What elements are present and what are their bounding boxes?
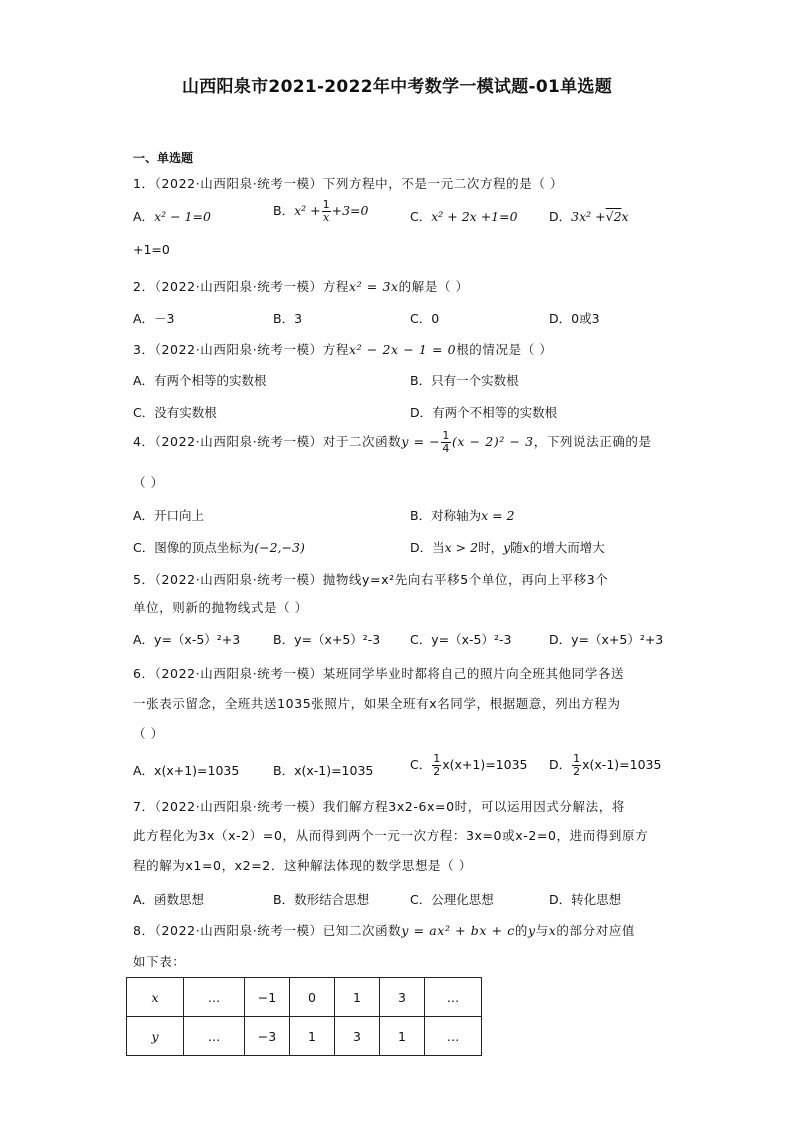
table-cell: 0	[290, 978, 335, 1017]
table-cell: y	[127, 1017, 184, 1056]
question-7-stem-line1: 7．（2022·山西阳泉·统考一模）我们解方程3x2-6x=0时，可以运用因式分解法，将	[133, 799, 625, 814]
table-cell: 3	[380, 978, 425, 1017]
table-cell: …	[425, 978, 482, 1017]
question-1-option-b: B．x² + $\frac{1}{x}$ +3=0	[273, 198, 369, 224]
table-cell: x	[127, 978, 184, 1017]
table-cell: 1	[335, 978, 380, 1017]
table-cell: 1	[380, 1017, 425, 1056]
question-7-option-b: B．数形结合思想	[273, 892, 370, 907]
question-3-stem: 3．（2022·山西阳泉·统考一模）方程x² − 2x − 1 = 0根的情况是（ ）	[133, 342, 553, 357]
table-cell: …	[184, 1017, 245, 1056]
question-3-option-a: A．有两个相等的实数根	[133, 373, 267, 388]
question-5-stem-line1: 5．（2022·山西阳泉·统考一模）抛物线y=x²先向右平移5个单位，再向上平移3个	[133, 572, 609, 587]
question-8-stem: 8．（2022·山西阳泉·统考一模）已知二次函数y = ax² + bx + c的y与x的部分对应值	[133, 923, 636, 938]
value-table	[126, 977, 482, 1056]
question-7-option-d: D．转化思想	[549, 892, 622, 907]
question-5-stem-line2: 单位，则新的抛物线式是（ ）	[133, 600, 308, 615]
section-heading: 一、单选题	[133, 151, 194, 165]
question-6-answer-paren: （ ）	[133, 726, 164, 741]
table-cell: …	[425, 1017, 482, 1056]
question-7-stem-line2: 此方程化为3x（x-2）=0，从而得到两个一元一次方程：3x=0或x-2=0，进而得到原方	[133, 828, 649, 843]
question-4-option-c: C．图像的顶点坐标为(−2,−3)	[133, 540, 305, 555]
question-4-option-d: D．当x > 2时，y随x的增大而增大	[410, 540, 605, 555]
fraction: $\frac{1}{2}$	[433, 752, 441, 778]
question-2-option-c: C．0	[410, 311, 440, 326]
question-7-option-c: C．公理化思想	[410, 892, 494, 907]
question-6-option-a: A．x(x+1)=1035	[133, 763, 240, 778]
question-2-stem: 2．（2022·山西阳泉·统考一模）方程x² = 3x的解是（ ）	[133, 279, 469, 294]
table-row	[127, 978, 482, 1017]
question-4-option-a: A．开口向上	[133, 508, 205, 523]
question-5-option-b: B．y=（x+5）²-3	[273, 632, 381, 647]
question-7-stem-line3: 程的解为x1=0，x2=2．这种解法体现的数学思想是（ ）	[133, 858, 472, 873]
question-6-stem-line2: 一张表示留念，全班共送1035张照片，如果全班有x名同学，根据题意，列出方程为	[133, 696, 621, 711]
fraction: $\frac{1}{4}$	[442, 429, 450, 455]
question-5-option-c: C．y=（x-5）²-3	[410, 632, 512, 647]
table-row	[127, 1017, 482, 1056]
question-1-option-a: A．x² − 1=0	[133, 209, 211, 224]
fraction: $\frac{1}{x}$	[322, 198, 330, 224]
fraction: $\frac{1}{2}$	[573, 752, 581, 778]
question-3-option-c: C．没有实数根	[133, 405, 217, 420]
table-cell: −1	[245, 978, 290, 1017]
question-4-stem: 4．（2022·山西阳泉·统考一模）对于二次函数y = − $\frac{1}{4}$ (x − 2)² − 3，下列说法正确的是	[133, 429, 652, 455]
question-6-option-d: D． $\frac{1}{2}$ x(x-1)=1035	[549, 752, 662, 778]
table-cell: −3	[245, 1017, 290, 1056]
question-5-option-a: A．y=（x-5）²+3	[133, 632, 241, 647]
question-4-answer-paren: （ ）	[133, 475, 164, 490]
question-4-option-b: B．对称轴为x = 2	[410, 508, 515, 523]
question-1-option-d: D．3x² +√2x	[549, 209, 629, 224]
question-2-option-d: D．0或3	[549, 311, 600, 326]
question-3-option-b: B．只有一个实数根	[410, 373, 519, 388]
question-1-stem: 1．（2022·山西阳泉·统考一模）下列方程中，不是一元二次方程的是（ ）	[133, 176, 564, 191]
question-3-option-d: D．有两个不相等的实数根	[410, 405, 558, 420]
question-2-option-b: B．3	[273, 311, 303, 326]
table-cell: 1	[290, 1017, 335, 1056]
question-6-option-c: C． $\frac{1}{2}$ x(x+1)=1035	[410, 752, 528, 778]
question-6-option-b: B．x(x-1)=1035	[273, 763, 374, 778]
page-title: 山西阳泉市2021-2022年中考数学一模试题-01单选题	[181, 77, 613, 97]
question-6-stem-line1: 6．（2022·山西阳泉·统考一模）某班同学毕业时都将自己的照片向全班其他同学各送	[133, 666, 625, 681]
question-5-option-d: D．y=（x+5）²+3	[549, 632, 664, 647]
question-8-stem-line2: 如下表：	[133, 954, 186, 969]
question-1-option-d-continued: +1=0	[133, 242, 170, 257]
question-7-option-a: A．函数思想	[133, 892, 205, 907]
question-2-option-a: A．－3	[133, 311, 175, 326]
table-cell: 3	[335, 1017, 380, 1056]
question-1-option-c: C．x² + 2x +1=0	[410, 209, 518, 224]
table-cell: …	[184, 978, 245, 1017]
